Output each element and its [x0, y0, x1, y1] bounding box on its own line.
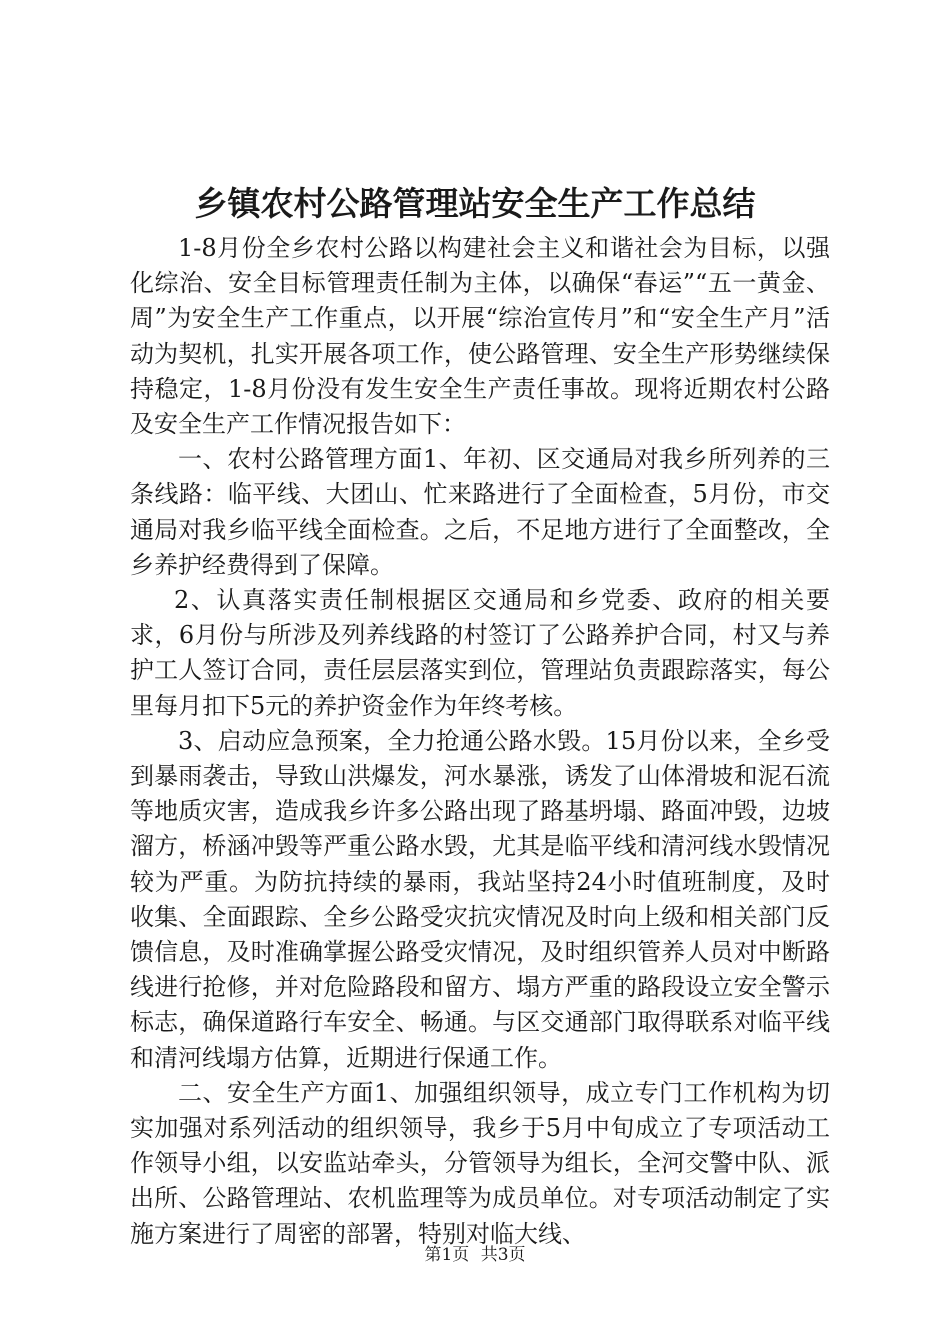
- paragraph-responsibility: 2、认真落实责任制根据区交通局和乡党委、政府的相关要求，6月份与所涉及列养线路的村签订了公路养护合同，村又与养护工人签订合同，责任层层落实到位，管理站负责跟踪落实，每公里每月扣下5元的养护资金作为年终考核。: [130, 586, 830, 720]
- document-title: 乡镇农村公路管理站安全生产工作总结: [194, 184, 756, 223]
- paragraph-intro: 1-8月份全乡农村公路以构建社会主义和谐社会为目标，以强化综治、安全目标管理责任制为主体，以确保“春运”“五一黄金、周”为安全生产工作重点，以开展“综治宣传月”和“安全生产月”活动为契机，扎实开展各项工作，使公路管理、安全生产形势继续保持稳定，1-8月份没有发生安全生产责任事故。现将近期农村公路及安全生产工作情况报告如下：: [130, 234, 830, 439]
- page-footer: [0, 1243, 950, 1267]
- paragraph-road-management: 一、农村公路管理方面1、年初、区交通局对我乡所列养的三条线路：临平线、大团山、忙来路进行了全面检查，5月份，市交通局对我乡临平线全面检查。之后，不足地方进行了全面整改，全乡养护经费得到了保障。: [130, 445, 830, 579]
- page-number: 第1页: [424, 1245, 470, 1265]
- paragraph-safety-production: 二、安全生产方面1、加强组织领导，成立专门工作机构为切实加强对系列活动的组织领导，我乡于5月中旬成立了专项活动工作领导小组，以安监站牵头，分管领导为组长，全河交警中队、派出所、公路管理站、农机监理等为成员单位。对专项活动制定了实施方案进行了周密的部署，特别对临大线、: [130, 1078, 830, 1248]
- document-body: [130, 231, 830, 1252]
- paragraph-emergency: 3、启动应急预案，全力抢通公路水毁。15月份以来，全乡受到暴雨袭击，导致山洪爆发，河水暴涨，诱发了山体滑坡和泥石流等地质灾害，造成我乡许多公路出现了路基坍塌、路面冲毁，边坡溜方，桥涵冲毁等严重公路水毁，尤其是临平线和清河线水毁情况较为严重。为防抗持续的暴雨，我站坚持24小时值班制度，及时收集、全面跟踪、全乡公路受灾抗灾情况及时向上级和相关部门反馈信息，及时准确掌握公路受灾情况，及时组织管养人员对中断路线进行抢修，并对危险路段和留方、塌方严重的路段设立安全警示标志，确保道路行车安全、畅通。与区交通部门取得联系对临平线和清河线塌方估算，近期进行保通工作。: [130, 726, 830, 1072]
- page-total: 共3页: [480, 1245, 526, 1265]
